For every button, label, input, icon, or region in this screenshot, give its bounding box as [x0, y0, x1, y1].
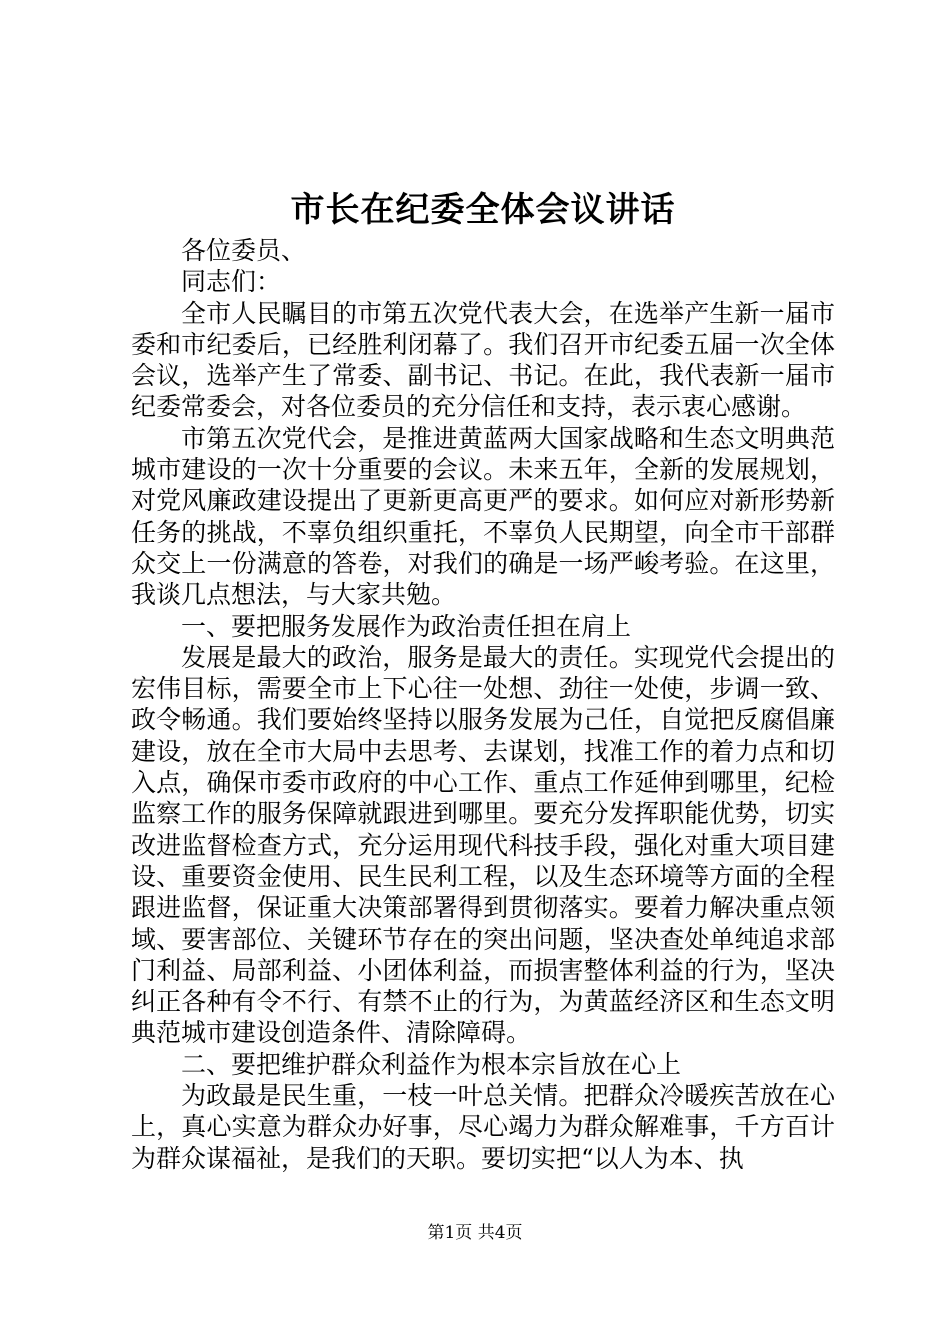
document-page: [131, 185, 835, 1174]
section-heading: 二、要把维护群众利益作为根本宗旨放在心上: [181, 1049, 682, 1079]
body-paragraph: 发展是最大的政治，服务是最大的责任。实现党代会提出的宏伟目标，需要全市上下心往一处想、劲往一处使，步调一致、政令畅通。我们要始终坚持以服务发展为己任，自觉把反腐倡廉建设，放在全市大局中去思考、去谋划，找准工作的着力点和切入点，确保市委市政府的中心工作、重点工作延伸到哪里，纪检监察工作的服务保障就跟进到哪里。要充分发挥职能优势，切实改进监督检查方式，充分运用现代科技手段，强化对重大项目建设、重要资金使用、民生民利工程，以及生态环境等方面的全程跟进监督，保证重大决策部署得到贯彻落实。要着力解决重点领域、要害部位、关键环节存在的突出问题，坚决查处单纯追求部门利益、局部利益、小团体利益，而损害整体利益的行为，坚决纠正各种有令不行、有禁不止的行为，为黄蓝经济区和生态文明典范城市建设创造条件、清除障碍。: [131, 642, 835, 1048]
body-paragraph: 市第五次党代会，是推进黄蓝两大国家战略和生态文明典范城市建设的一次十分重要的会议。未来五年，全新的发展规划，对党风廉政建设提出了更新更高更严的要求。如何应对新形势新任务的挑战，不辜负组织重托，不辜负人民期望，向全市干部群众交上一份满意的答卷，对我们的确是一场严峻考验。在这里，我谈几点想法，与大家共勉。: [131, 423, 835, 610]
salutation-line: 各位委员、: [181, 236, 307, 265]
body-paragraph: 为政最是民生重，一枝一叶总关情。把群众冷暖疾苦放在心上，真心实意为群众办好事，尽心竭力为群众解难事，千方百计为群众谋福祉，是我们的天职。要切实把“以人为本、执: [131, 1081, 835, 1173]
page-footer: 第1页 共4页: [427, 1223, 523, 1243]
salutation-line: 同志们：: [181, 267, 282, 297]
section-heading: 一、要把服务发展作为政治责任担在肩上: [181, 611, 632, 641]
body-paragraph: 全市人民瞩目的市第五次党代表大会，在选举产生新一届市委和市纪委后，已经胜利闭幕了。我们召开市纪委五届一次全体会议，选举产生了常委、副书记、书记。在此，我代表新一届市纪委常委会，对各位委员的充分信任和支持，表示衷心感谢。: [131, 298, 835, 422]
document-title: 市长在纪委全体会议讲话: [290, 190, 676, 230]
